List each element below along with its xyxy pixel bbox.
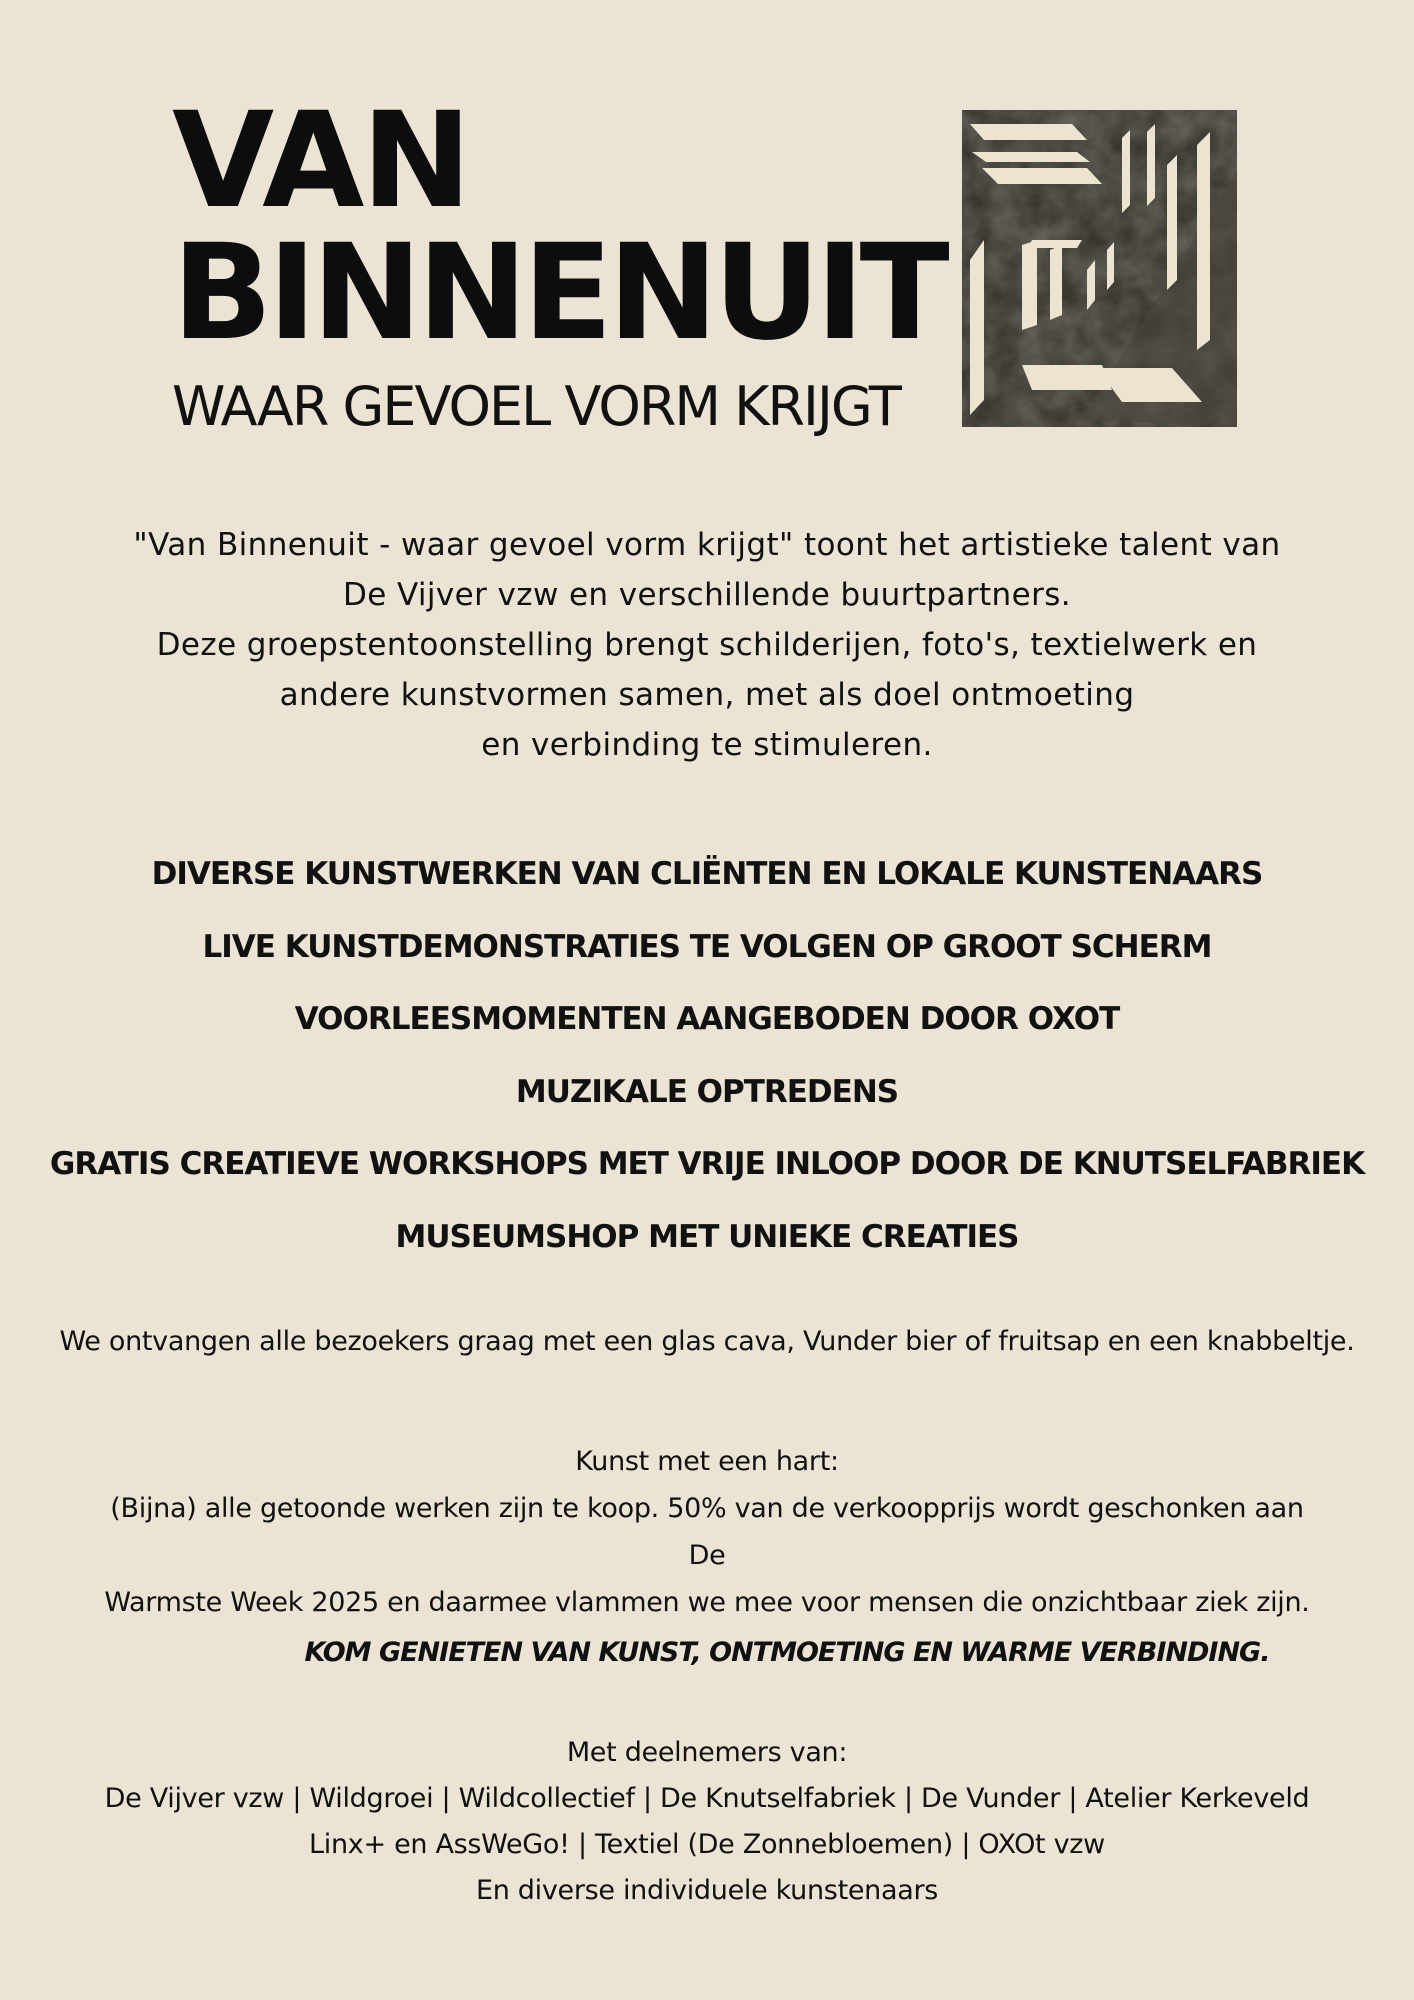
title-binnenuit: BINNENUIT [172, 216, 945, 370]
highlight-item: MUZIKALE OPTREDENS [515, 1073, 899, 1110]
highlights-list [40, 838, 1374, 1273]
highlight-item: GRATIS CREATIEVE WORKSHOPS MET VRIJE INLOOP DOOR DE KNUTSELFABRIEK [49, 1146, 1365, 1182]
intro-line: Deze groepstentoonstelling brengt schilderijen, foto's, textielwerk en [156, 627, 1258, 663]
welcome-text: We ontvangen alle bezoekers graag met een glas cava, Vunder bier of fruitsap en een knabbeltje. [59, 1326, 1355, 1357]
intro-line: "Van Binnenuit - waar gevoel vorm krijgt" toont het artistieke talent van [133, 527, 1281, 563]
partners-line: En diverse individuele kunstenaars [475, 1875, 939, 1906]
partners-line: De Vijver vzw | Wildgroei | Wildcollectief | De Knutselfabriek | De Vunder | Atelier Kerkeveld [104, 1783, 1310, 1814]
title-block [172, 84, 945, 438]
art-with-heart [90, 1438, 1324, 1626]
heart-line: (Bijna) alle getoonde werken zijn te koop. 50% van de verkoopprijs wordt geschonken aan De [110, 1493, 1304, 1571]
highlight-item: LIVE KUNSTDEMONSTRATIES TE VOLGEN OP GROOT SCHERM [202, 928, 1212, 965]
subtitle: WAAR GEVOEL VORM KRIJGT [172, 375, 900, 438]
partners-line: Linx+ en AssWeGo! | Textiel (De Zonnebloemen) | OXOt vzw [309, 1829, 1105, 1860]
highlight-item: MUSEUMSHOP MET UNIEKE CREATIES [395, 1218, 1019, 1255]
highlight-item: VOORLEESMOMENTEN AANGEBODEN DOOR OXOT [294, 1001, 1120, 1037]
title-van: VAN [172, 84, 469, 238]
intro-line: andere kunstvormen samen, met als doel ontmoeting [279, 677, 1135, 713]
intro-line: en verbinding te stimuleren. [481, 727, 933, 763]
call-to-action: KOM GENIETEN VAN KUNST, ONTMOETING EN WARME VERBINDING. [304, 1637, 1270, 1668]
highlight-item: DIVERSE KUNSTWERKEN VAN CLIËNTEN EN LOKALE KUNSTENAARS [151, 856, 1263, 892]
heart-line: Warmste Week 2025 en daarmee vlammen we mee voor mensen die onzichtbaar ziek zijn. [104, 1587, 1310, 1618]
intro-text [110, 520, 1304, 770]
abstract-artwork [962, 110, 1237, 427]
partners-heading: Met deelnemers van: [566, 1737, 848, 1768]
heart-heading: Kunst met een hart: [575, 1446, 839, 1477]
partners [60, 1730, 1354, 1914]
intro-line: De Vijver vzw en verschillende buurtpartners. [342, 577, 1072, 613]
